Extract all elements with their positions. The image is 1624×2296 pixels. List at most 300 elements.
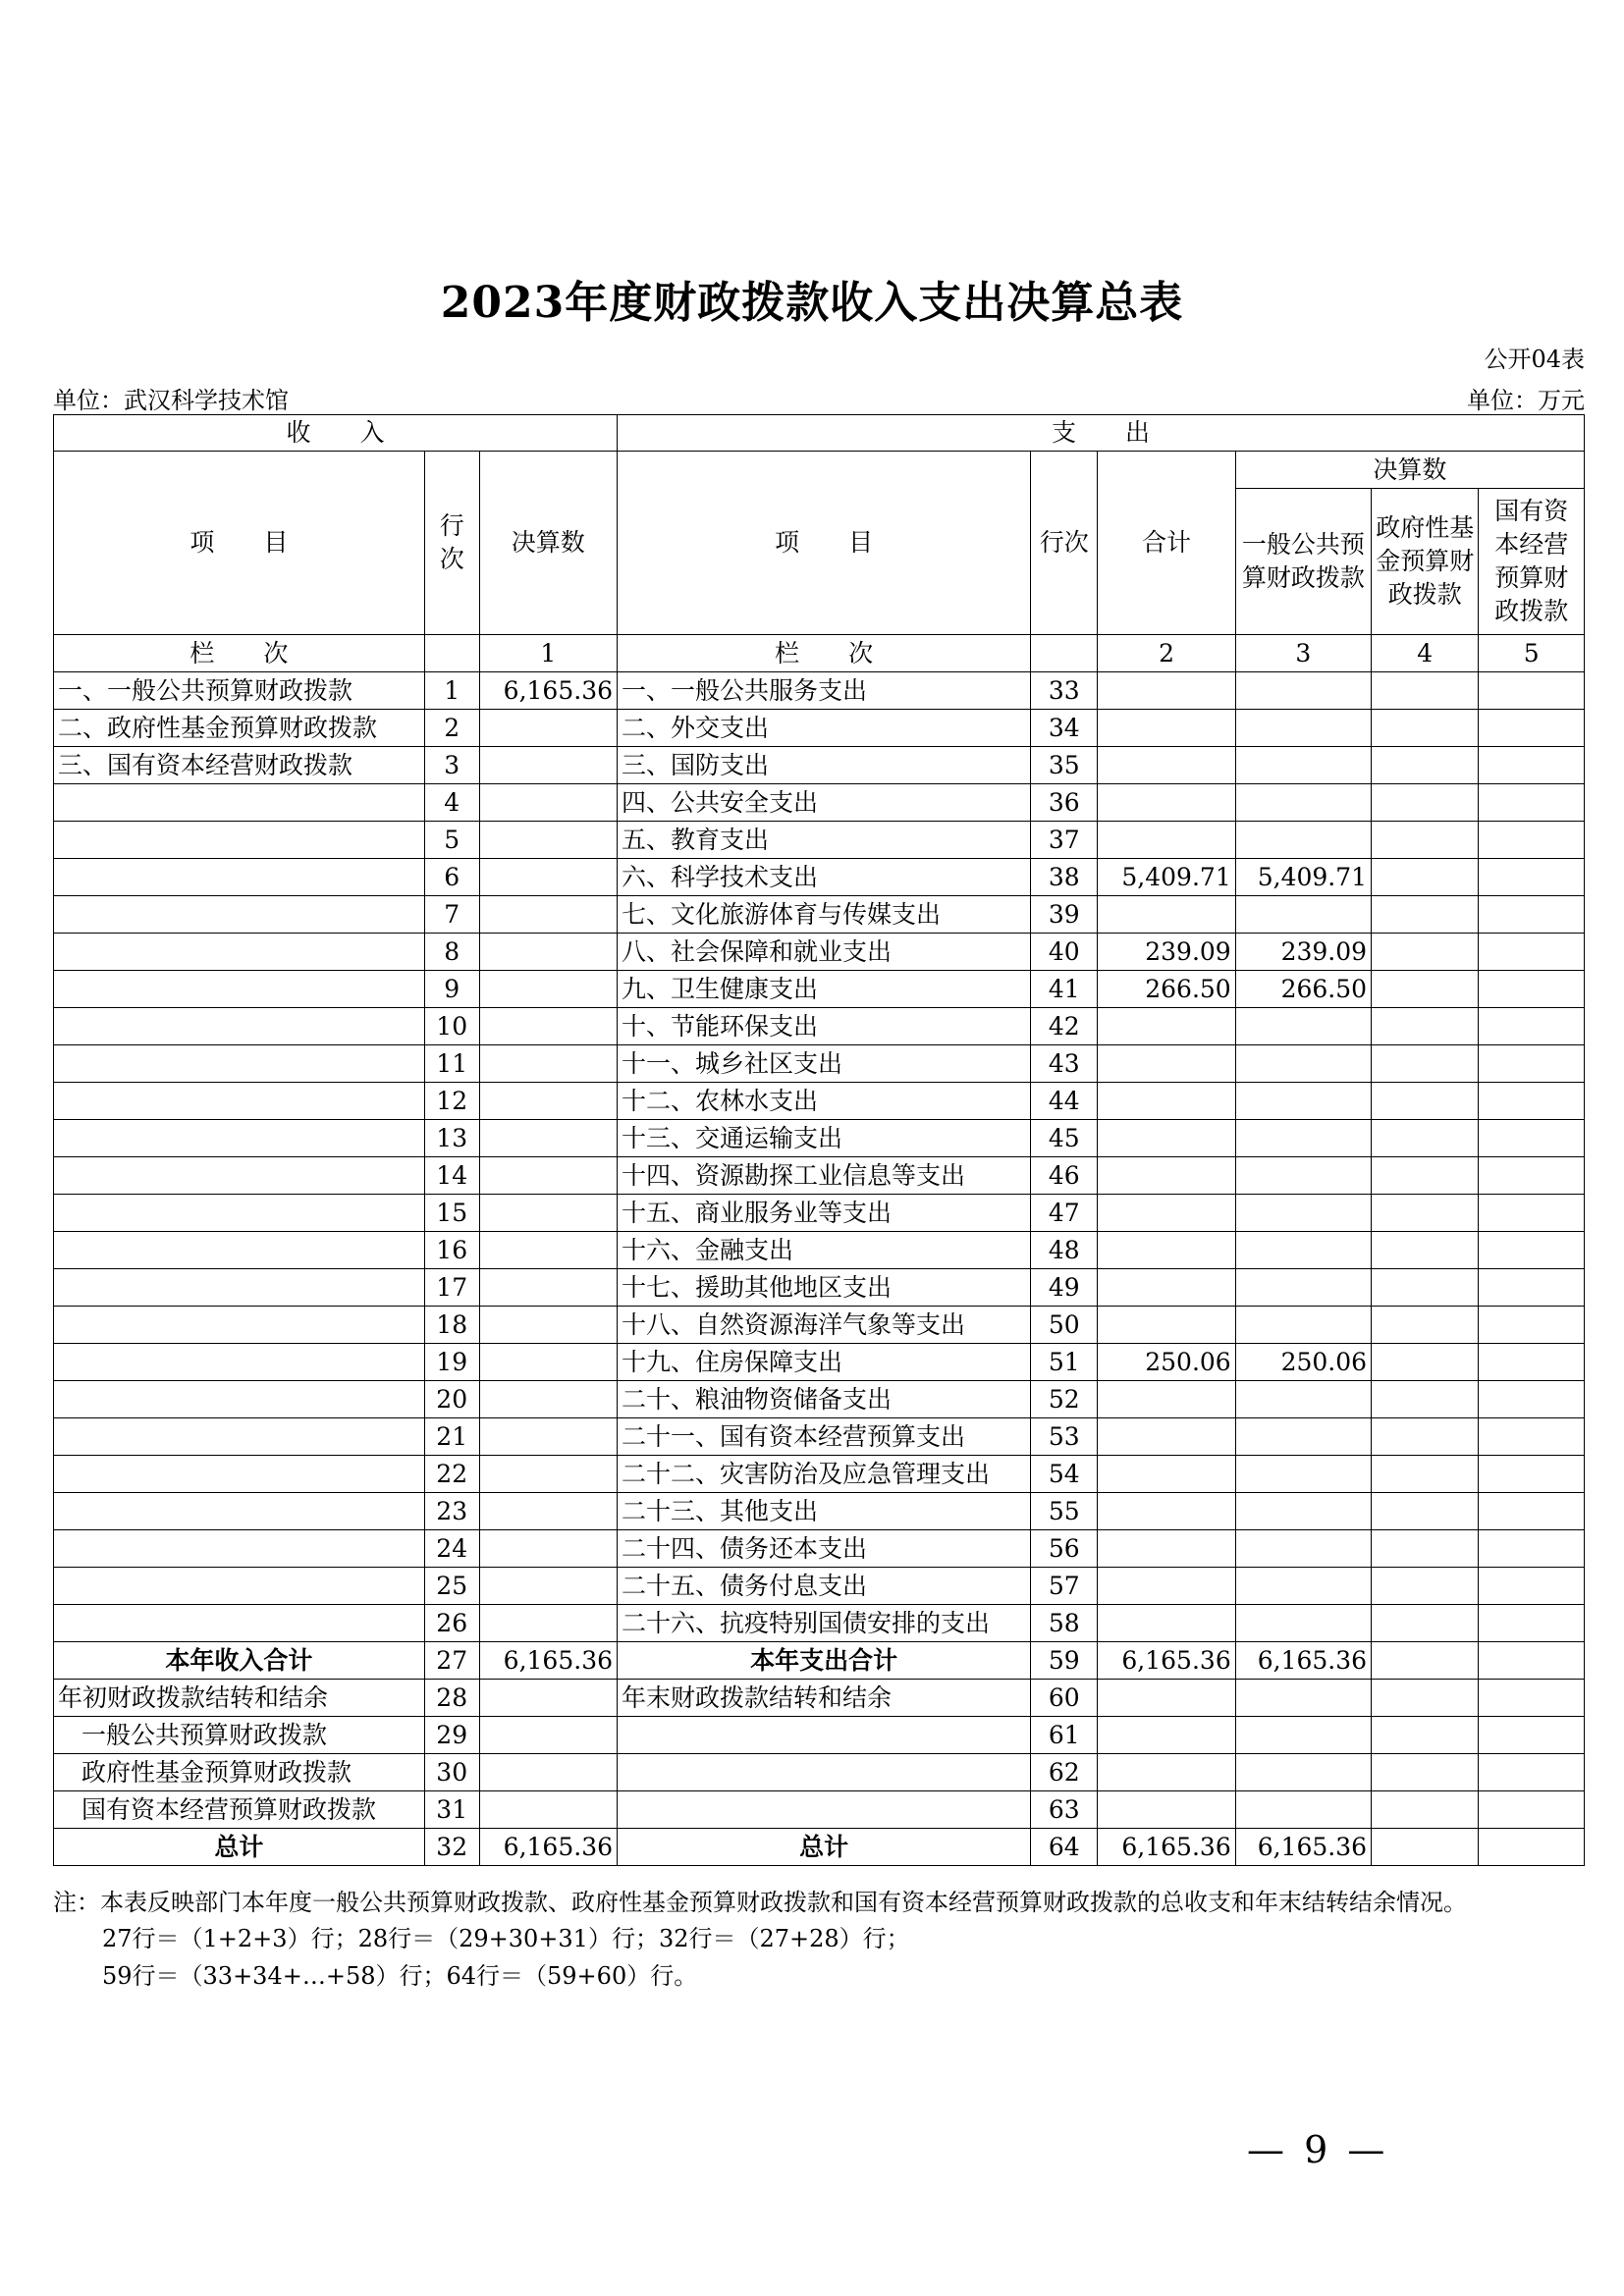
col-number-4: 4	[1372, 635, 1479, 672]
state-capital-cell	[1479, 1195, 1585, 1232]
income-item-cell: 政府性基金预算财政拨款	[54, 1754, 425, 1791]
income-item-cell	[54, 1232, 425, 1269]
total-cell	[1098, 1307, 1235, 1344]
table-row	[54, 1680, 1585, 1717]
gov-fund-cell	[1372, 1418, 1479, 1456]
general-public-cell	[1235, 1195, 1371, 1232]
col-label-income: 栏 次	[54, 635, 425, 672]
income-rowno-cell: 14	[424, 1157, 479, 1195]
income-amount-cell: 6,165.36	[479, 1829, 617, 1866]
table-row	[54, 784, 1585, 822]
expense-item-cell	[618, 1754, 1031, 1791]
income-item-cell	[54, 1568, 425, 1605]
col-number-2: 2	[1098, 635, 1235, 672]
page-number: — 9 —	[1247, 2128, 1389, 2171]
general-public-cell	[1235, 1717, 1371, 1754]
income-rowno-cell: 10	[424, 1008, 479, 1045]
state-capital-cell	[1479, 1232, 1585, 1269]
table-row	[54, 747, 1585, 784]
general-public-cell	[1235, 896, 1371, 934]
expense-item-cell: 五、教育支出	[618, 822, 1031, 859]
gov-fund-cell	[1372, 896, 1479, 934]
expense-item-cell: 二十六、抗疫特别国债安排的支出	[618, 1605, 1031, 1642]
state-capital-cell	[1479, 1418, 1585, 1456]
total-cell: 6,165.36	[1098, 1642, 1235, 1680]
expense-rowno-cell: 54	[1031, 1456, 1098, 1493]
expense-item-cell: 九、卫生健康支出	[618, 971, 1031, 1008]
expense-item-cell: 十一、城乡社区支出	[618, 1045, 1031, 1083]
total-cell	[1098, 1232, 1235, 1269]
income-item-cell	[54, 1344, 425, 1381]
income-item-cell: 二、政府性基金预算财政拨款	[54, 710, 425, 747]
state-capital-cell	[1479, 1568, 1585, 1605]
expense-item-cell	[618, 1717, 1031, 1754]
notes	[53, 1885, 1585, 1995]
total-header: 合计	[1098, 452, 1235, 635]
income-amount-cell	[479, 1157, 617, 1195]
income-amount-cell	[479, 896, 617, 934]
income-item-cell: 一、一般公共预算财政拨款	[54, 672, 425, 710]
state-capital-cell	[1479, 1269, 1585, 1307]
budget-summary-table	[53, 414, 1585, 1866]
general-public-cell	[1235, 1157, 1371, 1195]
table-row	[54, 859, 1585, 896]
income-item-cell	[54, 1120, 425, 1157]
expense-item-cell: 七、文化旅游体育与传媒支出	[618, 896, 1031, 934]
income-rowno-cell: 32	[424, 1829, 479, 1866]
income-rowno-cell: 9	[424, 971, 479, 1008]
total-cell	[1098, 1717, 1235, 1754]
expense-rowno-cell: 36	[1031, 784, 1098, 822]
table-row	[54, 1493, 1585, 1530]
general-public-cell: 239.09	[1235, 934, 1371, 971]
income-item-header: 项 目	[54, 452, 425, 635]
state-capital-header: 国有资本经营预算财政拨款	[1479, 489, 1585, 635]
income-item-cell	[54, 1045, 425, 1083]
expense-rowno-cell: 57	[1031, 1568, 1098, 1605]
income-rowno-cell: 27	[424, 1642, 479, 1680]
income-item-cell	[54, 859, 425, 896]
col-blank	[1031, 635, 1098, 672]
expense-header: 支 出	[618, 415, 1585, 452]
income-amount-cell	[479, 1381, 617, 1418]
table-row	[54, 1045, 1585, 1083]
state-capital-cell	[1479, 896, 1585, 934]
income-item-cell: 国有资本经营预算财政拨款	[54, 1791, 425, 1829]
expense-item-cell: 三、国防支出	[618, 747, 1031, 784]
general-public-cell	[1235, 1232, 1371, 1269]
income-amount-cell	[479, 1680, 617, 1717]
expense-rowno-cell: 48	[1031, 1232, 1098, 1269]
general-public-header: 一般公共预算财政拨款	[1235, 489, 1371, 635]
expense-rowno-cell: 59	[1031, 1642, 1098, 1680]
gov-fund-cell	[1372, 1530, 1479, 1568]
income-amount-cell	[479, 710, 617, 747]
state-capital-cell	[1479, 859, 1585, 896]
table-row	[54, 1083, 1585, 1120]
income-rowno-cell: 23	[424, 1493, 479, 1530]
income-amount-header: 决算数	[479, 452, 617, 635]
total-cell	[1098, 672, 1235, 710]
income-rowno-cell: 30	[424, 1754, 479, 1791]
note-paragraph: 注：本表反映部门本年度一般公共预算财政拨款、政府性基金预算财政拨款和国有资本经营预算财政拨款的总收支和年末结转结余情况。	[53, 1889, 1467, 1916]
income-item-cell	[54, 1195, 425, 1232]
total-cell	[1098, 1083, 1235, 1120]
expense-rowno-cell: 39	[1031, 896, 1098, 934]
expense-rowno-cell: 35	[1031, 747, 1098, 784]
expense-rowno-cell: 43	[1031, 1045, 1098, 1083]
gov-fund-cell	[1372, 1344, 1479, 1381]
gov-fund-cell	[1372, 1045, 1479, 1083]
income-rowno-header: 行次	[424, 452, 479, 635]
table-number: 公开04表	[1484, 346, 1585, 373]
table-row	[54, 1530, 1585, 1568]
expense-rowno-cell: 44	[1031, 1083, 1098, 1120]
gov-fund-cell	[1372, 1307, 1479, 1344]
expense-rowno-cell: 56	[1031, 1530, 1098, 1568]
state-capital-cell	[1479, 1605, 1585, 1642]
expense-rowno-cell: 42	[1031, 1008, 1098, 1045]
table-row	[54, 1344, 1585, 1381]
gov-fund-cell	[1372, 1195, 1479, 1232]
gov-fund-cell	[1372, 1157, 1479, 1195]
income-rowno-cell: 29	[424, 1717, 479, 1754]
income-rowno-cell: 26	[424, 1605, 479, 1642]
expense-item-cell	[618, 1791, 1031, 1829]
expense-item-cell: 十、节能环保支出	[618, 1008, 1031, 1045]
state-capital-cell	[1479, 1754, 1585, 1791]
gov-fund-cell	[1372, 1456, 1479, 1493]
expense-item-cell: 八、社会保障和就业支出	[618, 934, 1031, 971]
total-cell	[1098, 1418, 1235, 1456]
income-amount-cell	[479, 1754, 617, 1791]
col-number-1: 1	[479, 635, 617, 672]
total-cell: 250.06	[1098, 1344, 1235, 1381]
state-capital-cell	[1479, 672, 1585, 710]
total-cell	[1098, 1680, 1235, 1717]
income-item-cell: 年初财政拨款结转和结余	[54, 1680, 425, 1717]
table-row	[54, 1195, 1585, 1232]
expense-item-cell: 十二、农林水支出	[618, 1083, 1031, 1120]
gov-fund-cell	[1372, 1568, 1479, 1605]
general-public-cell	[1235, 710, 1371, 747]
total-cell	[1098, 1456, 1235, 1493]
expense-item-cell: 二十二、灾害防治及应急管理支出	[618, 1456, 1031, 1493]
income-amount-cell: 6,165.36	[479, 672, 617, 710]
table-row	[54, 1008, 1585, 1045]
total-cell	[1098, 1269, 1235, 1307]
general-public-cell	[1235, 1530, 1371, 1568]
gov-fund-cell	[1372, 710, 1479, 747]
general-public-cell	[1235, 784, 1371, 822]
income-item-cell	[54, 1530, 425, 1568]
income-rowno-cell: 5	[424, 822, 479, 859]
expense-rowno-cell: 64	[1031, 1829, 1098, 1866]
state-capital-cell	[1479, 747, 1585, 784]
expense-item-cell: 二十一、国有资本经营预算支出	[618, 1418, 1031, 1456]
general-public-cell	[1235, 1493, 1371, 1530]
general-public-cell	[1235, 1008, 1371, 1045]
gov-fund-cell	[1372, 784, 1479, 822]
expense-rowno-cell: 34	[1031, 710, 1098, 747]
income-item-cell	[54, 1083, 425, 1120]
income-amount-cell	[479, 1605, 617, 1642]
expense-rowno-cell: 38	[1031, 859, 1098, 896]
expense-item-cell: 四、公共安全支出	[618, 784, 1031, 822]
gov-fund-cell	[1372, 1680, 1479, 1717]
income-amount-cell	[479, 1045, 617, 1083]
state-capital-cell	[1479, 822, 1585, 859]
general-public-cell	[1235, 822, 1371, 859]
gov-fund-cell	[1372, 1754, 1479, 1791]
state-capital-cell	[1479, 1642, 1585, 1680]
income-rowno-cell: 28	[424, 1680, 479, 1717]
gov-fund-cell	[1372, 1791, 1479, 1829]
total-cell	[1098, 1493, 1235, 1530]
income-item-cell: 总计	[54, 1829, 425, 1866]
expense-item-cell: 十九、住房保障支出	[618, 1344, 1031, 1381]
income-rowno-cell: 6	[424, 859, 479, 896]
expense-item-cell: 二、外交支出	[618, 710, 1031, 747]
income-amount-cell	[479, 1791, 617, 1829]
general-public-cell	[1235, 1381, 1371, 1418]
income-rowno-cell: 2	[424, 710, 479, 747]
gov-fund-cell	[1372, 1269, 1479, 1307]
gov-fund-cell	[1372, 822, 1479, 859]
income-item-cell	[54, 1381, 425, 1418]
general-public-cell	[1235, 1045, 1371, 1083]
table-row	[54, 1456, 1585, 1493]
income-amount-cell	[479, 822, 617, 859]
expense-rowno-cell: 40	[1031, 934, 1098, 971]
expense-item-cell: 二十、粮油物资储备支出	[618, 1381, 1031, 1418]
state-capital-cell	[1479, 1456, 1585, 1493]
expense-rowno-cell: 52	[1031, 1381, 1098, 1418]
unit-currency: 单位：万元	[1467, 387, 1585, 414]
gov-fund-cell	[1372, 1605, 1479, 1642]
state-capital-cell	[1479, 784, 1585, 822]
total-cell	[1098, 1008, 1235, 1045]
total-cell	[1098, 1530, 1235, 1568]
income-amount-cell	[479, 1120, 617, 1157]
expense-rowno-cell: 62	[1031, 1754, 1098, 1791]
expense-item-cell: 十七、援助其他地区支出	[618, 1269, 1031, 1307]
unit-organization: 单位：武汉科学技术馆	[53, 387, 289, 414]
table-row	[54, 672, 1585, 710]
state-capital-cell	[1479, 1530, 1585, 1568]
gov-fund-cell	[1372, 1642, 1479, 1680]
general-public-cell	[1235, 1680, 1371, 1717]
gov-fund-cell	[1372, 1381, 1479, 1418]
total-cell	[1098, 1045, 1235, 1083]
table-row	[54, 934, 1585, 971]
income-item-cell	[54, 896, 425, 934]
income-rowno-cell: 20	[424, 1381, 479, 1418]
expense-rowno-cell: 37	[1031, 822, 1098, 859]
state-capital-cell	[1479, 1493, 1585, 1530]
total-cell	[1098, 784, 1235, 822]
expense-rowno-cell: 45	[1031, 1120, 1098, 1157]
general-public-cell	[1235, 1120, 1371, 1157]
general-public-cell	[1235, 1269, 1371, 1307]
state-capital-cell	[1479, 1307, 1585, 1344]
income-rowno-cell: 16	[424, 1232, 479, 1269]
gov-fund-cell	[1372, 1008, 1479, 1045]
income-rowno-cell: 13	[424, 1120, 479, 1157]
table-row	[54, 1307, 1585, 1344]
general-public-cell: 5,409.71	[1235, 859, 1371, 896]
income-amount-cell	[479, 1418, 617, 1456]
gov-fund-cell	[1372, 1083, 1479, 1120]
col-number-3: 3	[1235, 635, 1371, 672]
income-amount-cell	[479, 1344, 617, 1381]
expense-rowno-cell: 50	[1031, 1307, 1098, 1344]
document-title: 2023年度财政拨款收入支出决算总表	[440, 278, 1184, 328]
general-public-cell: 6,165.36	[1235, 1642, 1371, 1680]
income-amount-cell	[479, 784, 617, 822]
income-item-cell	[54, 1008, 425, 1045]
income-amount-cell	[479, 1083, 617, 1120]
expense-rowno-cell: 33	[1031, 672, 1098, 710]
state-capital-cell	[1479, 1791, 1585, 1829]
gov-fund-cell	[1372, 1829, 1479, 1866]
income-rowno-cell: 21	[424, 1418, 479, 1456]
general-public-cell: 6,165.36	[1235, 1829, 1371, 1866]
expense-item-cell: 本年支出合计	[618, 1642, 1031, 1680]
state-capital-cell	[1479, 1829, 1585, 1866]
expense-item-header: 项 目	[618, 452, 1031, 635]
table-body	[54, 672, 1585, 1866]
expense-rowno-cell: 46	[1031, 1157, 1098, 1195]
income-amount-cell	[479, 1232, 617, 1269]
table-row	[54, 1418, 1585, 1456]
table-row	[54, 1381, 1585, 1418]
income-item-cell	[54, 1493, 425, 1530]
income-item-cell	[54, 1307, 425, 1344]
state-capital-cell	[1479, 1083, 1585, 1120]
col-label-expense: 栏 次	[618, 635, 1031, 672]
state-capital-cell	[1479, 1344, 1585, 1381]
total-cell	[1098, 896, 1235, 934]
total-cell: 5,409.71	[1098, 859, 1235, 896]
expense-item-cell: 年末财政拨款结转和结余	[618, 1680, 1031, 1717]
income-amount-cell	[479, 971, 617, 1008]
income-rowno-cell: 17	[424, 1269, 479, 1307]
expense-rowno-cell: 47	[1031, 1195, 1098, 1232]
gov-fund-cell	[1372, 934, 1479, 971]
income-amount-cell	[479, 1008, 617, 1045]
income-item-cell	[54, 1157, 425, 1195]
expense-item-cell: 总计	[618, 1829, 1031, 1866]
income-rowno-cell: 7	[424, 896, 479, 934]
expense-item-cell: 一、一般公共服务支出	[618, 672, 1031, 710]
total-cell: 6,165.36	[1098, 1829, 1235, 1866]
income-rowno-cell: 19	[424, 1344, 479, 1381]
income-item-cell	[54, 822, 425, 859]
expense-rowno-cell: 63	[1031, 1791, 1098, 1829]
table-row	[54, 1642, 1585, 1680]
gov-fund-header: 政府性基金预算财政拨款	[1372, 489, 1479, 635]
expense-rowno-cell: 61	[1031, 1717, 1098, 1754]
expense-rowno-cell: 53	[1031, 1418, 1098, 1456]
income-amount-cell	[479, 1195, 617, 1232]
income-item-cell	[54, 971, 425, 1008]
table-row	[54, 710, 1585, 747]
income-amount-cell	[479, 934, 617, 971]
income-item-cell: 本年收入合计	[54, 1642, 425, 1680]
general-public-cell	[1235, 1568, 1371, 1605]
expense-item-cell: 六、科学技术支出	[618, 859, 1031, 896]
col-blank	[424, 635, 479, 672]
income-amount-cell	[479, 1493, 617, 1530]
table-row	[54, 1120, 1585, 1157]
expense-rowno-cell: 41	[1031, 971, 1098, 1008]
income-amount-cell: 6,165.36	[479, 1642, 617, 1680]
table-row	[54, 1232, 1585, 1269]
total-cell	[1098, 1157, 1235, 1195]
general-public-cell	[1235, 1791, 1371, 1829]
total-cell	[1098, 747, 1235, 784]
income-amount-cell	[479, 1717, 617, 1754]
expense-item-cell: 二十四、债务还本支出	[618, 1530, 1031, 1568]
expense-rowno-cell: 51	[1031, 1344, 1098, 1381]
total-cell	[1098, 710, 1235, 747]
income-item-cell	[54, 1418, 425, 1456]
table-row	[54, 1269, 1585, 1307]
state-capital-cell	[1479, 710, 1585, 747]
gov-fund-cell	[1372, 1232, 1479, 1269]
expense-rowno-cell: 55	[1031, 1493, 1098, 1530]
income-amount-cell	[479, 747, 617, 784]
total-cell	[1098, 1605, 1235, 1642]
expense-rowno-cell: 58	[1031, 1605, 1098, 1642]
table-row	[54, 1791, 1585, 1829]
gov-fund-cell	[1372, 672, 1479, 710]
total-cell: 266.50	[1098, 971, 1235, 1008]
income-rowno-cell: 31	[424, 1791, 479, 1829]
general-public-cell	[1235, 1307, 1371, 1344]
income-rowno-cell: 12	[424, 1083, 479, 1120]
income-header: 收 入	[54, 415, 618, 452]
table-row	[54, 1605, 1585, 1642]
state-capital-cell	[1479, 1008, 1585, 1045]
state-capital-cell	[1479, 971, 1585, 1008]
state-capital-cell	[1479, 1120, 1585, 1157]
note-formula-2: 59行＝（33+34+…+58）行；64行＝（59+60）行。	[102, 1962, 698, 1990]
table-row	[54, 1157, 1585, 1195]
income-rowno-cell: 15	[424, 1195, 479, 1232]
income-rowno-cell: 3	[424, 747, 479, 784]
total-cell	[1098, 1791, 1235, 1829]
income-rowno-cell: 4	[424, 784, 479, 822]
final-amount-group-header: 决算数	[1235, 452, 1584, 489]
income-amount-cell	[479, 1269, 617, 1307]
table-row	[54, 896, 1585, 934]
general-public-cell	[1235, 672, 1371, 710]
income-amount-cell	[479, 1530, 617, 1568]
expense-item-cell: 十三、交通运输支出	[618, 1120, 1031, 1157]
gov-fund-cell	[1372, 1120, 1479, 1157]
note-formula-1: 27行＝（1+2+3）行；28行＝（29+30+31）行；32行＝（27+28）行；	[102, 1925, 910, 1952]
income-amount-cell	[479, 1307, 617, 1344]
gov-fund-cell	[1372, 1717, 1479, 1754]
income-item-cell: 三、国有资本经营财政拨款	[54, 747, 425, 784]
state-capital-cell	[1479, 1045, 1585, 1083]
total-cell	[1098, 1568, 1235, 1605]
total-cell	[1098, 1120, 1235, 1157]
state-capital-cell	[1479, 1157, 1585, 1195]
total-cell	[1098, 822, 1235, 859]
